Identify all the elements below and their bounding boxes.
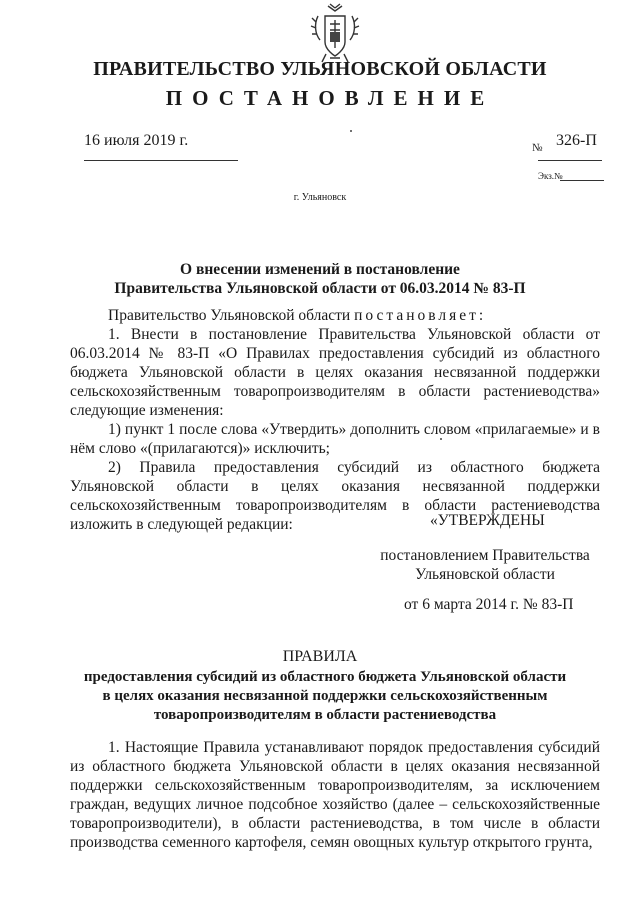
paragraph-1: 1. Внести в постановление Правительства Ульяновской области от 06.03.2014 № 83-П «О Правилах предоставления субсидий из областного бюджета Ульяновской области в целях оказания несвязанной поддержки сельскохозяйственным товаропроизводителям в области растениеводства» следующие изменения:: [70, 326, 600, 419]
rules-subheading-line: предоставления субсидий из областного бюджета Ульяновской области: [83, 669, 567, 685]
rules-paragraph-1: 1. Настоящие Правила устанавливают порядок предоставления субсидий из областного бюджета Ульяновской области в целях оказания несвязанной поддержки сельскохозяйственным товаропроизводителям, за исключением граждан, ведущих личное подсобное хозяйство (далее – сельскохозяйственные товаропроизводители), в области растениеводства, в том числе в области производства семенного картофеля, семян овощных культур открытого грунта,: [70, 739, 600, 851]
approval-line: Ульяновской области: [415, 566, 555, 583]
rules-subheading: [60, 668, 590, 725]
number-underline: [538, 160, 602, 161]
approval-stamp: «УТВЕРЖДЕНЫ: [430, 512, 545, 529]
copy-number-label: Экз.№: [538, 171, 563, 181]
rules-subheading-line: в целях оказания несвязанной поддержки сельскохозяйственным: [102, 688, 548, 704]
title-line: О внесении изменений в постановление: [180, 261, 460, 278]
decree-date: 16 июля 2019 г.: [84, 132, 189, 149]
scan-speck: [440, 438, 442, 440]
preamble-verb: постановляет:: [354, 307, 487, 324]
rules-body: [70, 738, 600, 852]
copy-underline: [560, 180, 604, 181]
rules-subheading-line: товаропроизводителям в области растениеводства: [153, 707, 497, 723]
rules-heading: ПРАВИЛА: [282, 648, 358, 665]
decree-number: 326-П: [556, 132, 597, 149]
government-name: ПРАВИТЕЛЬСТВО УЛЬЯНОВСКОЙ ОБЛАСТИ: [93, 58, 547, 80]
paragraph-1-1: 1) пункт 1 после слова «Утвердить» дополнить словом «прилагаемые» и в нём слово «(прилагаются)» исключить;: [70, 421, 600, 457]
approval-line: постановлением Правительства: [380, 547, 590, 564]
city: г. Ульяновск: [293, 192, 347, 203]
preamble-subject: Правительство Ульяновской области: [108, 307, 355, 324]
title-line: Правительства Ульяновской области от 06.03.2014 № 83-П: [114, 280, 526, 297]
preamble: [70, 306, 600, 325]
decree-label: ПОСТАНОВЛЕНИЕ: [165, 86, 495, 110]
approval-date: от 6 марта 2014 г. № 83-П: [404, 596, 574, 613]
coat-of-arms-icon: [308, 2, 362, 64]
paragraph-1-2: 2) Правила предоставления субсидий из областного бюджета Ульяновской области в целях оказания несвязанной поддержки сельскохозяйственным товаропроизводителям в области растениеводства изложить в следующей редакции:: [70, 459, 600, 533]
date-underline: [84, 160, 238, 161]
approval-by: [380, 546, 590, 584]
decree-title: [60, 260, 580, 298]
scan-speck: [350, 130, 352, 132]
decree-body: [70, 306, 600, 534]
number-sign: №: [532, 142, 543, 154]
